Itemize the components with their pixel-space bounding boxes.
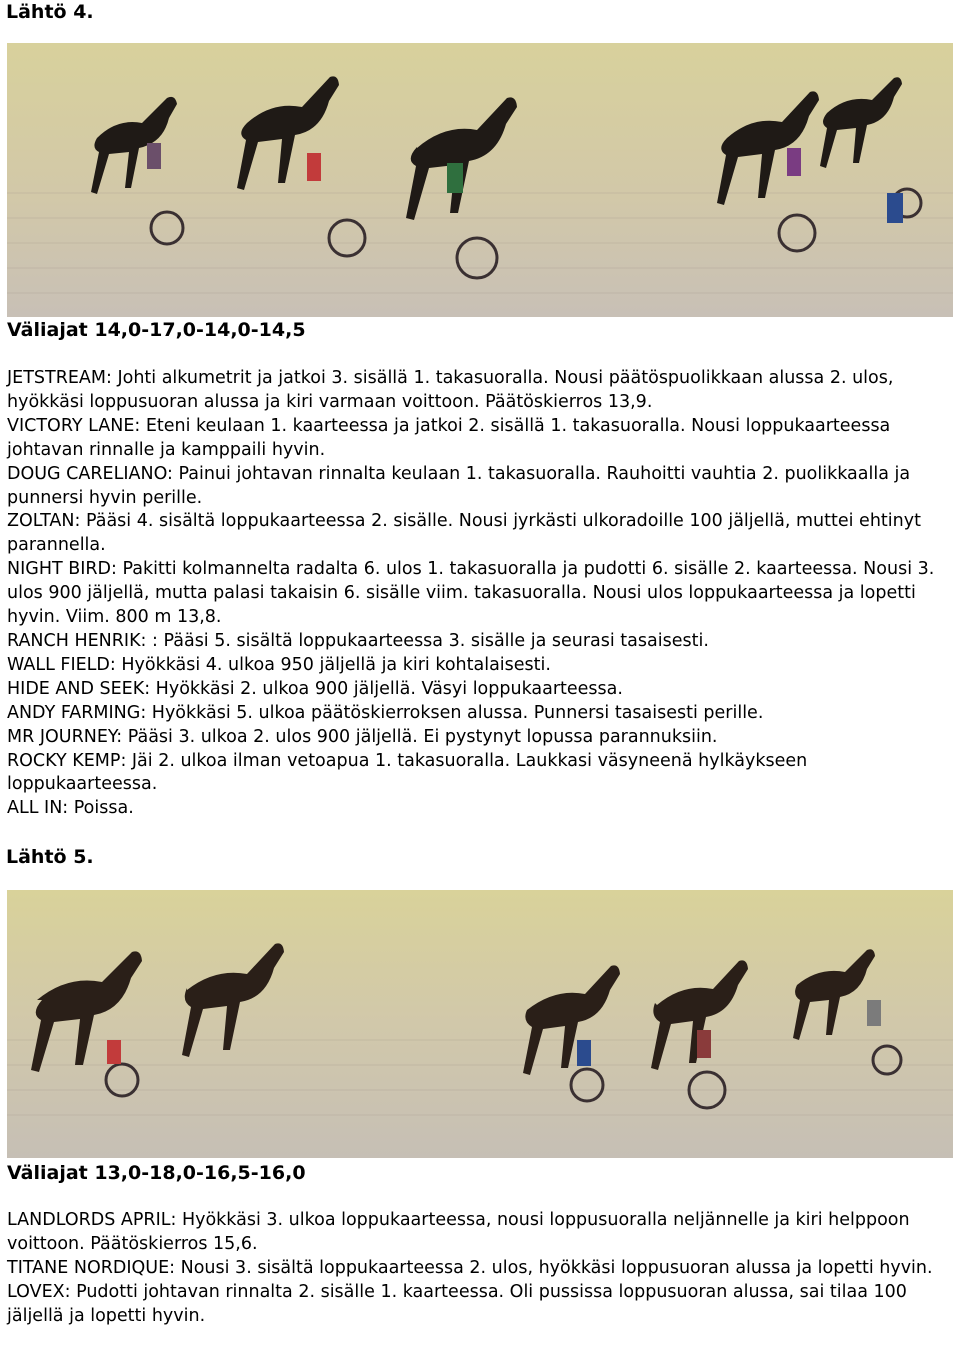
race-5-finish-photo	[7, 890, 953, 1158]
race-5-comment: LOVEX: Pudotti johtavan rinnalta 2. sisälle 1. kaarteessa. Oli pussissa loppusuoran alussa, sai tilaa 100 jäljellä ja lopetti hyvin.	[7, 1281, 907, 1326]
finish-photo-race-5-image	[7, 890, 953, 1158]
race-5-title: Lähtö 5.	[6, 846, 94, 868]
race-4-comment: ALL IN: Poissa.	[7, 798, 134, 819]
race-4-comment: NIGHT BIRD: Pakitti kolmannelta radalta 6. ulos 1. takasuoralla ja pudotti 6. sisälle 2. kaarteessa. Nousi 3. ulos 900 jäljellä, mutta palasi takaisin 6. sisälle viim. takasuoralla. Nousi ulos loppukaarteessa ja lopetti hyvin. Viim. 800 m 13,8.	[7, 559, 935, 628]
race-5-comments	[7, 1209, 947, 1329]
race-5-comment: LANDLORDS APRIL: Hyökkäsi 3. ulkoa loppukaarteessa, nousi loppusuoralla neljännelle ja kiri helppoon voittoon. Päätöskierros 15,6.	[7, 1210, 910, 1254]
race-5-split-times: Väliajat 13,0-18,0-16,5-16,0	[7, 1162, 306, 1184]
race-4-comment: DOUG CARELIANO: Painui johtavan rinnalta keulaan 1. takasuoralla. Rauhoitti vauhtia 2. puolikkaalla ja punnersi hyvin perille.	[7, 463, 911, 508]
race-4-comment: HIDE AND SEEK: Hyökkäsi 2. ulkoa 900 jäljellä. Väsyi loppukaarteessa.	[7, 678, 623, 699]
race-5-comment: TITANE NORDIQUE: Nousi 3. sisältä loppukaarteessa 2. ulos, hyökkäsi loppusuoran alussa ja lopetti hyvin.	[7, 1257, 933, 1278]
race-4-split-times: Väliajat 14,0-17,0-14,0-14,5	[7, 319, 306, 341]
race-4-comments	[7, 367, 947, 821]
race-4-comment: MR JOURNEY: Pääsi 3. ulkoa 2. ulos 900 jäljellä. Ei pystynyt lopussa parannuksiin.	[7, 726, 718, 747]
race-4-comment: WALL FIELD: Hyökkäsi 4. ulkoa 950 jäljellä ja kiri kohtalaisesti.	[7, 654, 551, 675]
race-4-comment: RANCH HENRIK: : Pääsi 5. sisältä loppukaarteessa 3. sisälle ja seurasi tasaisesti.	[7, 630, 709, 651]
race-4-comment: VICTORY LANE: Eteni keulaan 1. kaarteessa ja jatkoi 2. sisällä 1. takasuoralla. Nousi loppukaarteessa johtavan rinnalle ja kamppaili hyvin.	[7, 415, 891, 460]
race-4-title: Lähtö 4.	[6, 1, 94, 23]
race-4-comment: ANDY FARMING: Hyökkäsi 5. ulkoa päätöskierroksen alussa. Punnersi tasaisesti perille.	[7, 702, 764, 723]
race-4-comment: ZOLTAN: Pääsi 4. sisältä loppukaarteessa 2. sisälle. Nousi jyrkästi ulkoradoille 100 jäljellä, muttei ehtinyt parannella.	[7, 511, 921, 556]
race-4-finish-photo	[7, 43, 953, 317]
finish-photo-race-4-image	[7, 43, 953, 317]
race-4-comment: ROCKY KEMP: Jäi 2. ulkoa ilman vetoapua 1. takasuoralla. Laukkasi väsyneenä hylkäykseen loppukaarteessa.	[7, 750, 808, 795]
race-4-comment: JETSTREAM: Johti alkumetrit ja jatkoi 3. sisällä 1. takasuoralla. Nousi päätöspuolikkaan alussa 2. ulos, hyökkäsi loppusuoran alussa ja kiri varmaan voittoon. Päätöskierros 13,9.	[7, 368, 894, 412]
